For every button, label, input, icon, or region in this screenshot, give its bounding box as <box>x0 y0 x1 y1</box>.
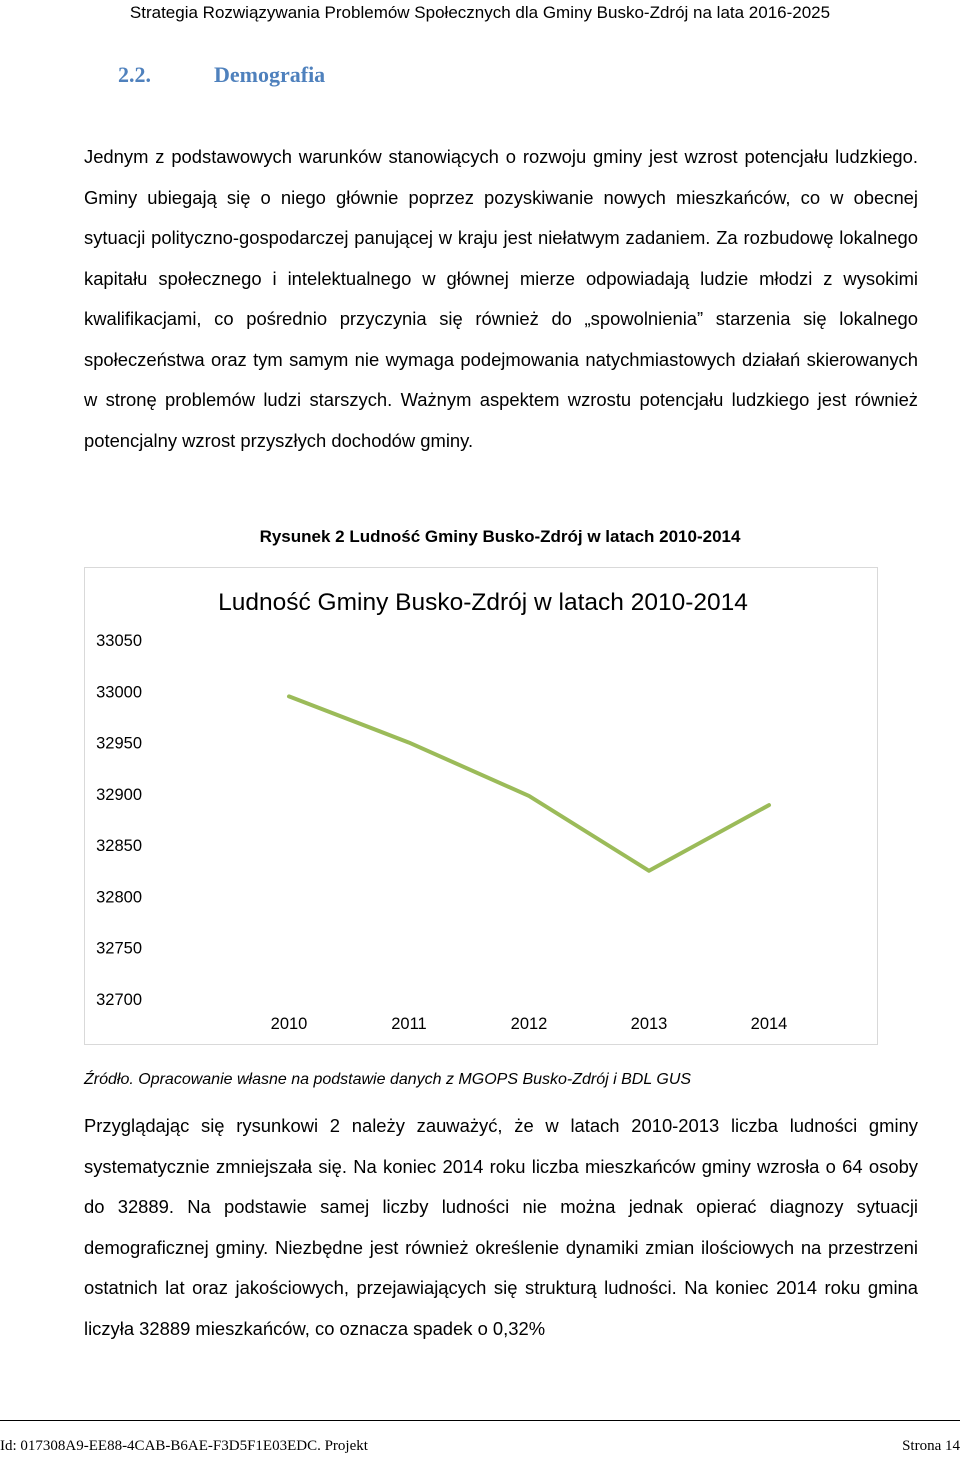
chart-title: Ludność Gminy Busko-Zdrój w latach 2010-2014 <box>218 589 748 616</box>
section-number: 2.2. <box>118 62 151 87</box>
footer-divider <box>0 1420 960 1421</box>
x-tick-label: 2010 <box>270 1015 308 1033</box>
population-line-chart <box>84 567 878 1045</box>
section-heading <box>118 60 325 90</box>
y-tick-label: 32850 <box>96 837 142 856</box>
series-layer <box>289 696 769 870</box>
y-tick-label: 32700 <box>96 991 142 1009</box>
x-axis-ticks <box>271 1015 788 1033</box>
y-tick-label: 33000 <box>96 683 142 702</box>
footer-document-id: Id: 017308A9-EE88-4CAB-B6AE-F3D5F1E03EDC. Projekt <box>0 1438 368 1454</box>
y-tick-label: 32950 <box>96 734 142 753</box>
running-header: Strategia Rozwiązywania Problemów Społecznych dla Gminy Busko-Zdrój na lata 2016-2025 <box>129 3 831 22</box>
intro-paragraph: Jednym z podstawowych warunków stanowiących o rozwoju gminy jest wzrost potencjału ludzkiego. Gminy ubiegają się o niego głównie poprzez pozyskiwanie nowych mieszkańców, co w obecnej sytuacji polityczno-gospodarczej panującej w kraju jest niełatwym zadaniem. Za rozbudowę lokalnego kapitału społecznego i intelektualnego w głównej mierze odpowiadają ludzie młodzi z wysokimi kwalifikacjami, co pośrednio przyczynia się również do „spowolnienia” starzenia się lokalnego społeczeństwa oraz tym samym nie wymaga podejmowania natychmiastowych działań skierowanych w stronę problemów ludzi starszych. Ważnym aspektem wzrostu potencjału ludzkiego jest również potencjalny wzrost przyszłych dochodów gminy. <box>84 146 918 451</box>
analysis-paragraph: Przyglądając się rysunkowi 2 należy zauważyć, że w latach 2010-2013 liczba ludności gminy systematycznie zmniejszała się. Na koniec 2014 roku liczba mieszkańców gminy wzrosła o 64 osoby do 32889. Na podstawie samej liczby ludności nie można jednak opierać diagnozy sytuacji demograficznej gminy. Niezbędne jest również określenie dynamiki zmian ilościowych na przestrzeni ostatnich lat oraz jakościowych, przejawiających się strukturą ludności. Na koniec 2014 roku gmina liczyła 32889 mieszkańców, co oznacza spadek o 0,32% <box>84 1115 918 1339</box>
x-tick-label: 2014 <box>750 1015 788 1033</box>
x-tick-label: 2013 <box>630 1015 668 1033</box>
figure-caption: Rysunek 2 Ludność Gminy Busko-Zdrój w latach 2010-2014 <box>259 527 741 546</box>
figure-source: Źródło. Opracowanie własne na podstawie danych z MGOPS Busko-Zdrój i BDL GUS <box>84 1071 692 1088</box>
y-tick-label: 32800 <box>96 888 142 907</box>
series-line <box>289 696 769 870</box>
x-tick-label: 2011 <box>391 1015 427 1033</box>
section-title: Demografia <box>214 62 326 87</box>
footer-page-number: Strona 14 <box>902 1438 960 1454</box>
y-tick-label: 32900 <box>96 785 142 804</box>
y-axis-ticks <box>96 632 142 1009</box>
y-tick-label: 33050 <box>96 632 142 650</box>
x-tick-label: 2012 <box>510 1015 548 1033</box>
y-tick-label: 32750 <box>96 939 142 958</box>
